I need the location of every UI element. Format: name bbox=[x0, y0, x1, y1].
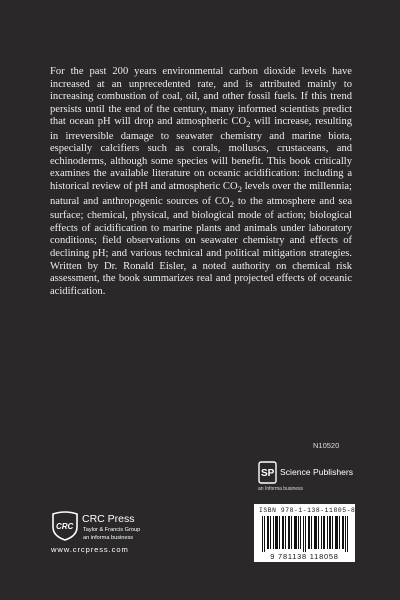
science-publishers-logo bbox=[258, 461, 358, 491]
crc-press-name: CRC Press bbox=[82, 513, 135, 525]
science-publishers-name: Science Publishers bbox=[280, 467, 354, 477]
back-cover-description bbox=[50, 66, 352, 298]
crc-press-url[interactable]: www.crcpress.com bbox=[51, 545, 129, 554]
description-part-3: levels over the millennia; natural and anthropogenic sources of CO bbox=[50, 181, 352, 207]
barcode-bars-icon bbox=[260, 516, 350, 552]
product-code: N10520 bbox=[313, 441, 340, 450]
co2-subscript: 2 bbox=[237, 184, 242, 195]
co2-subscript: 2 bbox=[246, 119, 251, 130]
description-part-2: will increase, resulting in irreversible damage to seawater chemistry and marine biota, especially calcifiers such as corals, molluscs, crustaceans, and echinoderms, although some species will benefit. This book critically examines the available literature on oceanic acidification: including a historical review of pH and atmospheric CO bbox=[50, 116, 352, 193]
science-publishers-logo-icon bbox=[258, 461, 278, 485]
description-part-1: For the past 200 years environmental carbon dioxide levels have increased at an unprecedented rate, and is attributed mainly to increasing combustion of coal, oil, and other fossil fuels. If this trend persists until the end of the century, many informed scientists predict that ocean pH will drop and atmospheric CO bbox=[50, 66, 352, 128]
svg-text:CRC: CRC bbox=[56, 522, 74, 531]
description-part-4: to the atmosphere and sea surface; chemical, physical, and biological mode of action; biological effects of acidification to marine plants and animals under laboratory conditions; field observations on seawater chemistry and effects of declining pH; and various technical and political mitigation strategies. Written by Dr. Ronald Eisler, a noted authority on chemical risk assessment, the book summarizes real and projected effects of oceanic acidification. bbox=[50, 195, 352, 297]
svg-text:SP: SP bbox=[261, 468, 275, 479]
ean-number: 9 781138 118058 bbox=[270, 552, 339, 561]
isbn-barcode bbox=[254, 504, 355, 562]
isbn-number: ISBN 978-1-138-11805-8 bbox=[259, 507, 356, 514]
crc-press-informa: an informa business bbox=[83, 535, 134, 541]
crc-press-logo-icon bbox=[50, 509, 80, 541]
crc-press-subtitle: Taylor & Francis Group bbox=[83, 527, 141, 533]
science-publishers-tagline: an Informa business bbox=[258, 486, 304, 492]
co2-subscript: 2 bbox=[229, 198, 234, 209]
